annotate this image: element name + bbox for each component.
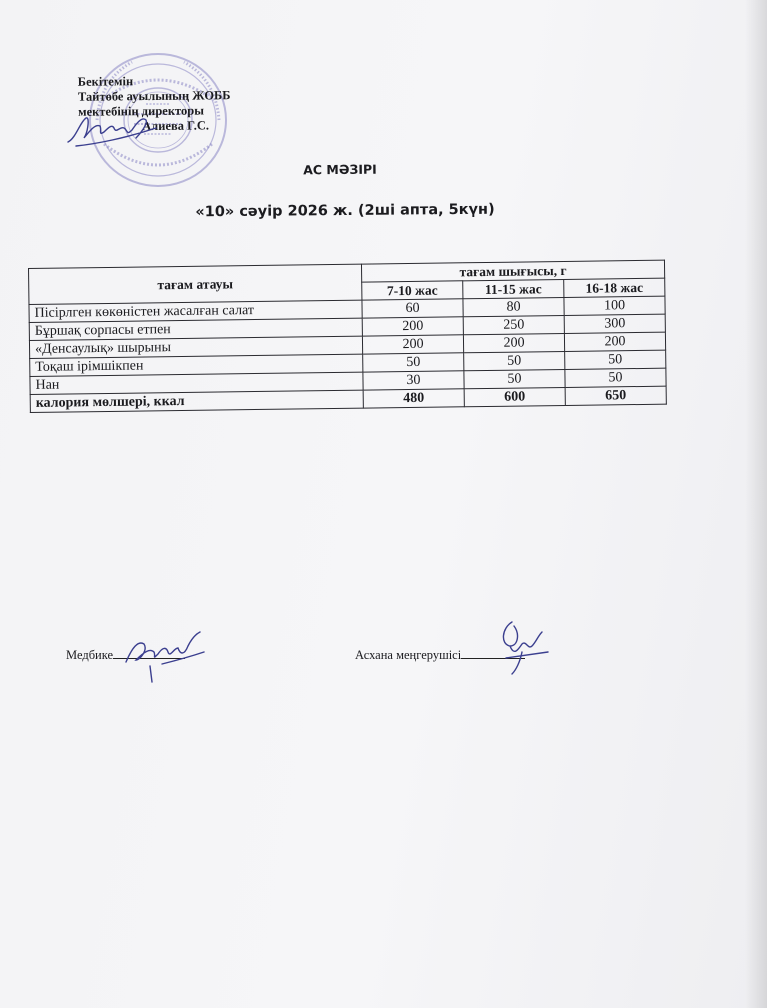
page-title: АС МӘЗІРІ bbox=[303, 161, 377, 178]
dish-name: Тоқаш ірімшікпен bbox=[30, 354, 363, 376]
portion-value: 200 bbox=[564, 332, 665, 351]
dish-name: Бұршақ сорпасы етпен bbox=[29, 318, 362, 340]
dish-name: «Денсаулық» шырыны bbox=[29, 336, 362, 358]
portion-value: 50 bbox=[464, 369, 565, 388]
portion-value: 200 bbox=[463, 333, 564, 352]
portion-value: 30 bbox=[363, 371, 464, 390]
portion-value: 50 bbox=[363, 353, 464, 372]
header-age-group: 16-18 жас bbox=[564, 278, 665, 297]
portion-value: 300 bbox=[564, 314, 665, 333]
page-edge-shadow bbox=[745, 0, 767, 1008]
dish-name: Нан bbox=[30, 372, 363, 394]
calorie-value: 600 bbox=[464, 387, 565, 406]
nurse-signature bbox=[122, 626, 206, 684]
canteen-manager-signature bbox=[492, 616, 550, 678]
approval-position: мектебінің директоры bbox=[78, 103, 204, 119]
portion-value: 250 bbox=[463, 315, 564, 334]
header-age-group: 11-15 жас bbox=[463, 279, 564, 298]
portion-value: 50 bbox=[464, 351, 565, 370]
portion-value: 50 bbox=[565, 368, 666, 387]
approval-director-name: Алиева Г.С. bbox=[142, 118, 210, 134]
menu-date: «10» сәуір 2026 ж. (2ші апта, 5күн) bbox=[195, 201, 495, 221]
calorie-value: 480 bbox=[363, 389, 464, 408]
portion-value: 80 bbox=[463, 297, 564, 316]
menu-table bbox=[28, 260, 667, 413]
portion-value: 200 bbox=[362, 335, 463, 354]
director-signature bbox=[66, 108, 158, 150]
portion-value: 100 bbox=[564, 296, 665, 315]
dish-name: Пісірлген көкөністен жасалған салат bbox=[29, 300, 362, 322]
approval-heading: Бекітемін bbox=[77, 74, 134, 89]
header-age-group: 7-10 жас bbox=[362, 281, 463, 300]
nurse-label: Медбике bbox=[66, 648, 114, 662]
canteen-manager-label: Асхана меңгерушісі bbox=[355, 648, 462, 662]
header-portion-output: тағам шығысы, г bbox=[361, 260, 664, 282]
portion-value: 50 bbox=[565, 350, 666, 369]
calorie-value: 650 bbox=[565, 386, 666, 405]
header-dish-name: тағам атауы bbox=[29, 264, 362, 304]
calorie-label: калория мөлшері, ккал bbox=[30, 390, 363, 412]
portion-value: 60 bbox=[362, 299, 463, 318]
approval-school: Тайтөбе ауылының ЖОББ bbox=[77, 88, 231, 104]
portion-value: 200 bbox=[362, 317, 463, 336]
